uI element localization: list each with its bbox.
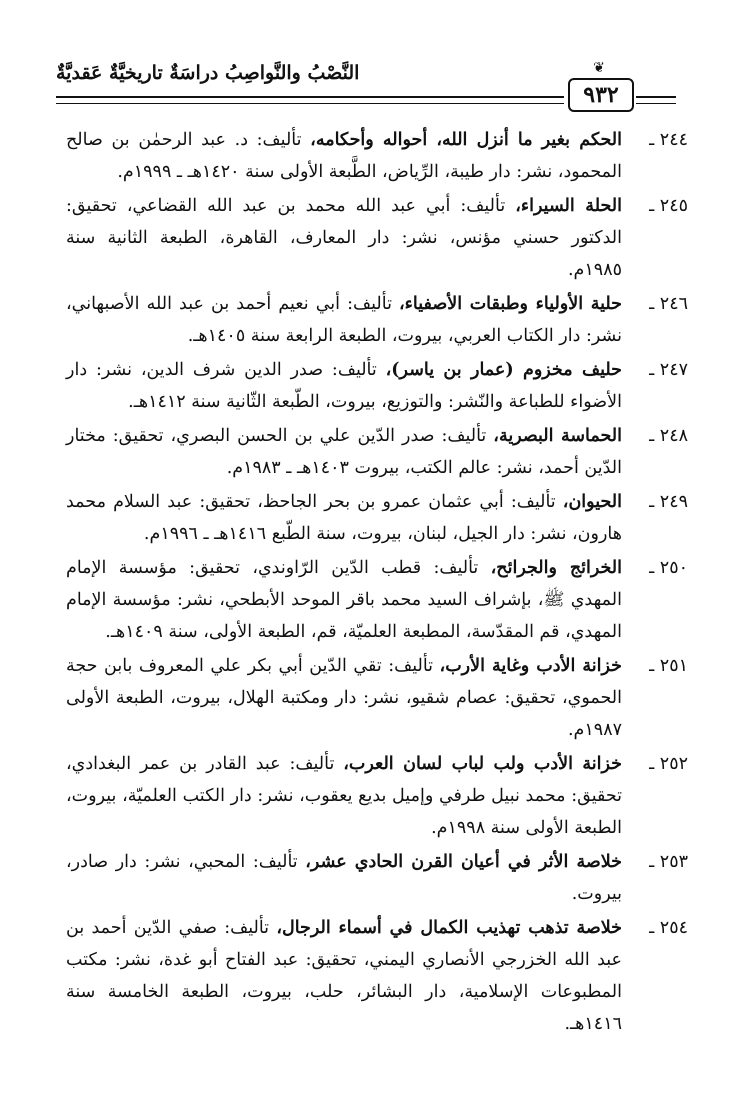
entry-details: تأليف: صدر الدين شرف الدين، نشر: دار الأضواء للطباعة والنّشر: والتوزيع، بيروت، الطّبعة الثّانية سنة ١٤١٢هـ. <box>66 360 622 412</box>
entry-details: تأليف: تقي الدّين أبي بكر علي المعروف بابن حجة الحموي، تحقيق: عصام شقيو، نشر: دار ومكتبة الهلال، بيروت، الطبعة الأولى ١٩٨٧م. <box>66 656 622 740</box>
entry-title: الحيوان، <box>562 492 622 512</box>
entry-details: تأليف: صفي الدّين أحمد بن عبد الله الخزرجي الأنصاري اليمني، تحقيق: عبد الفتاح أبو غدة، نشر: مكتب المطبوعات الإسلامية، دار البشائر، حلب، بيروت، الطبعة الخامسة سنة ١٤١٦هـ. <box>66 918 622 1034</box>
entry-number: ٢٤٨ ـ <box>649 426 688 446</box>
entry-title: الحلة السيراء، <box>515 196 622 216</box>
entry-details: تأليف: المحبي، نشر: دار صادر، بيروت. <box>66 852 622 904</box>
entry-details: تأليف: أبي عبد الله محمد بن عبد الله القضاعي، تحقيق: الدكتور حسني مؤنس، نشر: دار المعارف، القاهرة، الطبعة الثانية سنة ١٩٨٥م. <box>66 196 622 280</box>
header-rule-right <box>636 96 676 104</box>
bibliography-entry <box>66 552 688 648</box>
entry-title: حليف مخزوم (عمار بن ياسر)، <box>385 360 622 380</box>
bibliography-entry <box>66 748 688 844</box>
entry-title: الحكم بغير ما أنزل الله، أحواله وأحكامه، <box>310 130 622 150</box>
bibliography-entry <box>66 420 688 484</box>
bibliography-list <box>66 124 688 1042</box>
entry-number: ٢٤٧ ـ <box>649 360 688 380</box>
entry-title: الحماسة البصرية، <box>493 426 622 446</box>
running-title: النَّصْبُ والنَّواصِبُ دراسَةٌ تاريخيَّةٌ عَقديَّةٌ <box>56 62 360 84</box>
bibliography-entry <box>66 486 688 550</box>
entry-title: خلاصة الأثر في أعيان القرن الحادي عشر، <box>305 852 622 872</box>
bibliography-entry <box>66 288 688 352</box>
entry-details: تأليف: أبي نعيم أحمد بن عبد الله الأصبهاني، نشر: دار الكتاب العربي، بيروت، الطبعة الرابعة سنة ١٤٠٥هـ. <box>66 294 622 346</box>
bibliography-entry <box>66 124 688 188</box>
entry-number: ٢٥٠ ـ <box>649 558 688 578</box>
entry-details: تأليف: قطب الدّين الرّاوندي، تحقيق: مؤسسة الإمام المهدي ﷺ، بإشراف السيد محمد باقر الموحد الأبطحي، نشر: مؤسسة الإمام المهدي، قم المقدّسة، المطبعة العلميّة، قم، الطبعة الأولى، سنة ١٤٠٩هـ. <box>66 558 622 642</box>
entry-number: ٢٥٤ ـ <box>649 918 688 938</box>
entry-number: ٢٤٦ ـ <box>649 294 688 314</box>
bibliography-entry <box>66 912 688 1040</box>
page-header <box>56 60 676 112</box>
entry-number: ٢٤٩ ـ <box>649 492 688 512</box>
entry-title: حلية الأولياء وطبقات الأصفياء، <box>399 294 622 314</box>
entry-number: ٢٥١ ـ <box>649 656 688 676</box>
bibliography-entry <box>66 190 688 286</box>
entry-title: الخرائج والجرائح، <box>490 558 622 578</box>
page-number: ٩٣٢ <box>568 78 634 112</box>
bibliography-entry <box>66 354 688 418</box>
header-rule-left <box>56 96 564 104</box>
ornament-icon: ❦ <box>593 60 605 76</box>
entry-details: تأليف: صدر الدّين علي بن الحسن البصري، تحقيق: مختار الدّين أحمد، نشر: عالم الكتب، بيروت ١٤٠٣هـ ـ ١٩٨٣م. <box>66 426 622 478</box>
entry-details: تأليف: عبد القادر بن عمر البغدادي، تحقيق: محمد نبيل طرفي وإميل بديع يعقوب، نشر: دار الكتب العلميّة، بيروت، الطبعة الأولى سنة ١٩٩٨م. <box>66 754 622 838</box>
entry-title: خزانة الأدب ولب لباب لسان العرب، <box>343 754 622 774</box>
bibliography-entry <box>66 846 688 910</box>
entry-details: تأليف: أبي عثمان عمرو بن بحر الجاحظ، تحقيق: عبد السلام محمد هارون، نشر: دار الجيل، لبنان، بيروت، سنة الطّبع ١٤١٦هـ ـ ١٩٩٦م. <box>66 492 622 544</box>
entry-number: ٢٥٣ ـ <box>649 852 688 872</box>
bibliography-entry <box>66 650 688 746</box>
entry-title: خلاصة تذهب تهذيب الكمال في أسماء الرجال، <box>276 918 622 938</box>
entry-number: ٢٤٤ ـ <box>649 130 688 150</box>
entry-title: خزانة الأدب وغاية الأرب، <box>439 656 622 676</box>
entry-details: تأليف: د. عبد الرحمٰن بن صالح المحمود، نشر: دار طيبة، الرِّياض، الطَّبعة الأولى سنة ١٤٢٠هـ ـ ١٩٩٩م. <box>66 130 622 182</box>
entry-number: ٢٤٥ ـ <box>649 196 688 216</box>
entry-number: ٢٥٢ ـ <box>649 754 688 774</box>
